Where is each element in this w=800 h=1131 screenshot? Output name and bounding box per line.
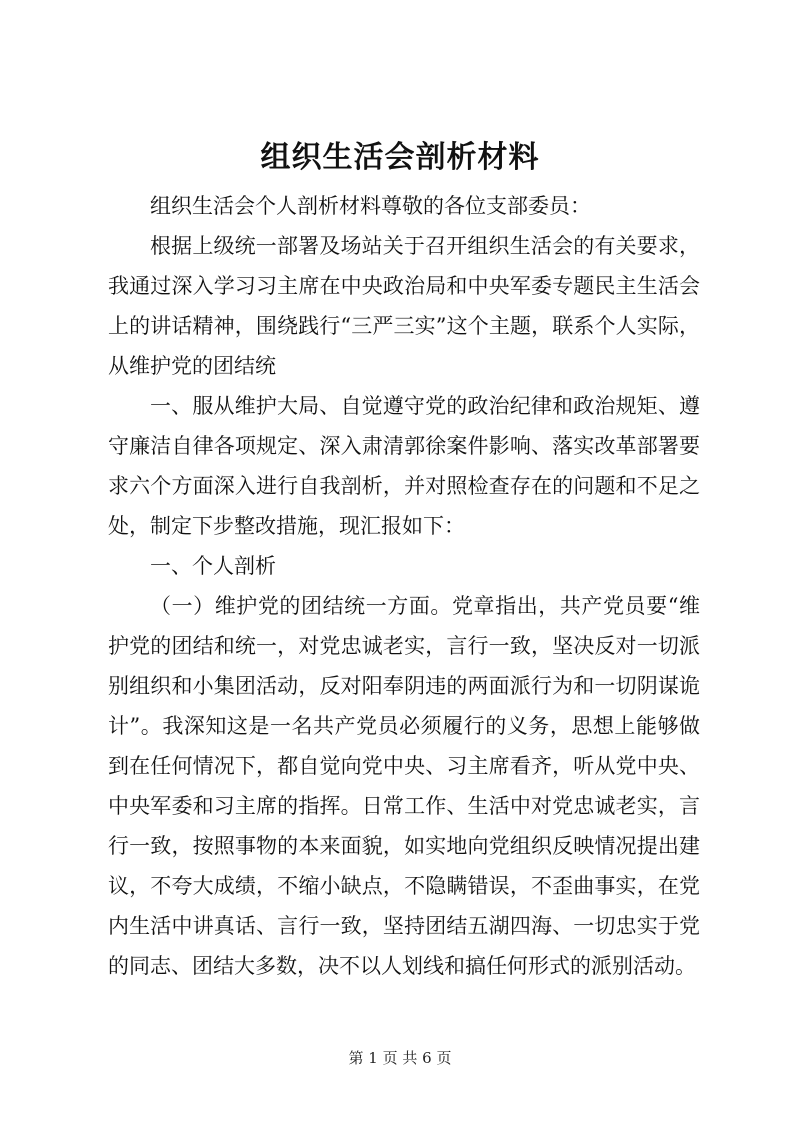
page-footer: 第 1 页 共 6 页 <box>348 1049 452 1067</box>
document-title: 组织生活会剖析材料 <box>260 140 540 175</box>
paragraph-scope: 一、服从维护大局、自觉遵守党的政治纪律和政治规矩、遵守廉洁自律各项规定、深入肃清郭徐案件影响、落实改革部署要求六个方面深入进行自我剖析，并对照检查存在的问题和不足之处，制定下步整改措施，现汇报如下： <box>108 394 700 538</box>
paragraph-salutation: 组织生活会个人剖析材料尊敬的各位支部委员： <box>150 194 591 218</box>
document-body <box>108 186 700 986</box>
section-heading: 一、个人剖析 <box>150 554 276 578</box>
paragraph-intro: 根据上级统一部署及场站关于召开组织生活会的有关要求，我通过深入学习习主席在中央政治局和中央军委专题民主生活会上的讲话精神，围绕践行“三严三实”这个主题，联系个人实际，从维护党的团结统 <box>108 234 700 378</box>
paragraph-unity: （一）维护党的团结统一方面。党章指出，共产党员要“维护党的团结和统一，对党忠诚老实，言行一致，坚决反对一切派别组织和小集团活动，反对阳奉阴违的两面派行为和一切阴谋诡计”。我深知这是一名共产党员必须履行的义务，思想上能够做到在任何情况下，都自觉向党中央、习主席看齐，听从党中央、中央军委和习主席的指挥。日常工作、生活中对党忠诚老实，言行一致，按照事物的本来面貌，如实地向党组织反映情况提出建议，不夸大成绩，不缩小缺点，不隐瞒错误，不歪曲事实，在党内生活中讲真话、言行一致，坚持团结五湖四海、一切忠实于党的同志、团结大多数，决不以人划线和搞任何形式的派别活动。 <box>108 594 700 978</box>
